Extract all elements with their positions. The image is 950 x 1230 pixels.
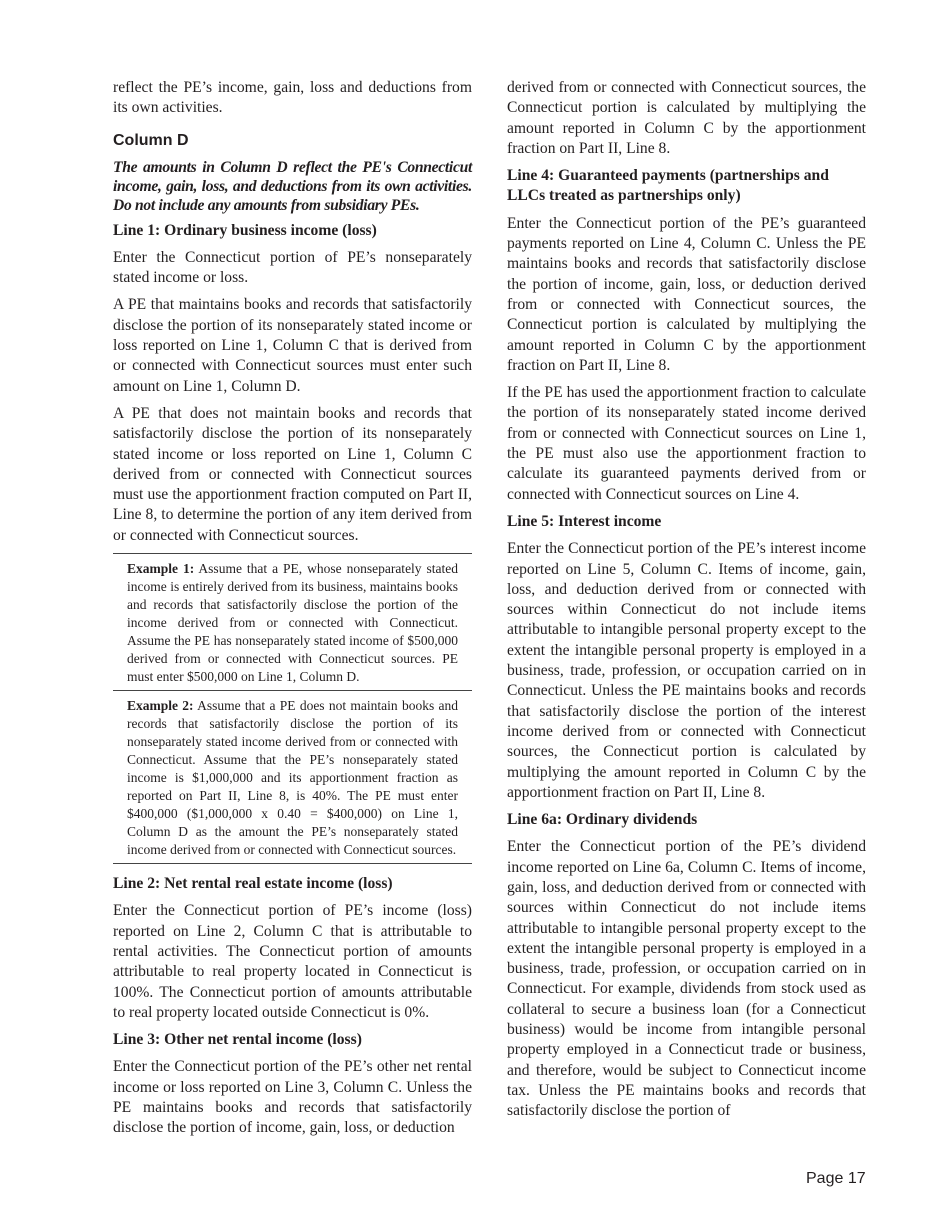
- line3-paragraph: Enter the Connecticut portion of the PE’s other net rental income or loss reported on Line 3, Column C. Unless the PE maintains books and records that satisfactorily disclose the portion of income, gain, loss, or deduction: [113, 1058, 472, 1137]
- example-1-label: Example 1:: [127, 561, 195, 577]
- line1-heading: Line 1: Ordinary business income (loss): [113, 221, 377, 239]
- example-1-box: [113, 553, 472, 690]
- page-number: Page 17: [806, 1170, 866, 1187]
- line3-heading: Line 3: Other net rental income (loss): [113, 1031, 362, 1049]
- line1-paragraph-2: A PE that maintains books and records that satisfactorily disclose the portion of its nonseparately stated income or loss reported on Line 1, Column C that is derived from or connected with Connecticut sources must enter such amount on Line 1, Column D.: [113, 296, 472, 395]
- example-1-text: Assume that a PE, whose nonseparately stated income is entirely derived from its business, maintains books and records that satisfactorily disclose the portion of the income derived from or connected with Connecticut. Assume the PE has nonseparately stated income of $500,000 derived from or connected with Connecticut sources. PE must enter $500,000 on Line 1, Column D.: [127, 561, 459, 685]
- line2-paragraph: Enter the Connecticut portion of PE’s income (loss) reported on Line 2, Column C that is attributable to rental activities. The Connecticut portion of amounts attributable to real property located in Connecticut is 100%. The Connecticut portion of amounts attributable to real property located outside Connecticut is 0%.: [113, 902, 472, 1021]
- paragraph-continuation: derived from or connected with Connecticut sources, the Connecticut portion is calculated by multiplying the amount reported in Column C by the apportionment fraction on Part II, Line 8.: [507, 79, 866, 157]
- line2-heading: Line 2: Net rental real estate income (loss): [113, 875, 393, 893]
- line4-heading: Line 4: Guaranteed payments (partnerships and LLCs treated as partnerships only): [507, 167, 829, 205]
- line5-paragraph: Enter the Connecticut portion of the PE’s interest income reported on Line 5, Column C. Items of income, gain, loss, and deduction derived from or connected with sources within Connecticut do not include items attributable to intangible personal property except to the extent the intangible personal property is employed in a business, trade, profession, or occupation carried on in Connecticut. Unless the PE maintains books and records that satisfactorily disclose the portion of the interest income derived from or connected with Connecticut sources, the Connecticut portion is calculated by multiplying the amount reported in Column C by the apportionment fraction on Part II, Line 8.: [507, 540, 866, 801]
- line4-paragraph-2: If the PE has used the apportionment fraction to calculate the portion of its nonseparately stated income derived from or connected with Connecticut sources on Line 1, the PE must also use the apportionment fraction to calculate its guaranteed payments derived from or connected with Connecticut sources on Line 4.: [507, 384, 866, 503]
- line6a-paragraph: Enter the Connecticut portion of the PE’s dividend income reported on Line 6a, Column C. Items of income, gain, loss, and deduction derived from or connected with sources within Connecticut do not include items attributable to intangible personal property except to the extent the intangible personal property is employed in a business, trade, profession, or occupation carried on in Connecticut. For example, dividends from stock used as collateral to secure a business loan (for a Connecticut business) would be income from intangible personal property employed in a Connecticut trade or business, and therefore, would be subject to Connecticut income tax. Unless the PE maintains books and records that satisfactorily disclose the portion of: [507, 838, 866, 1120]
- line5-heading: Line 5: Interest income: [507, 512, 662, 530]
- column-d-heading: Column D: [113, 131, 189, 149]
- example-2-label: Example 2:: [127, 698, 194, 714]
- example-2-box: [113, 690, 472, 864]
- line6a-heading: Line 6a: Ordinary dividends: [507, 811, 698, 829]
- example-2-text: Assume that a PE does not maintain books and records that satisfactorily disclose the portion of its nonseparately stated income derived from or connected with Connecticut. Assume that the PE’s nonseparately stated income is $1,000,000 and its apportionment fraction as reported on Part II, Line 8, is 40%. The PE must enter $400,000 ($1,000,000 x 0.40 = $400,000) on Line 1, Column D as the amount the PE’s nonseparately stated income derived from or connected with Connecticut sources.: [127, 698, 458, 858]
- line1-paragraph-1: Enter the Connecticut portion of PE’s nonseparately stated income or loss.: [113, 248, 472, 287]
- left-column: [113, 78, 472, 1146]
- right-column: [507, 78, 866, 1129]
- column-d-intro: The amounts in Column D reflect the PE's Connecticut income, gain, loss, and deductions from its own activities. Do not include any amounts from subsidiary PEs.: [113, 158, 472, 214]
- line1-paragraph-3: A PE that does not maintain books and records that satisfactorily disclose the portion of its nonseparately stated income or loss reported on Line 1, Column C derived from or connected with Connecticut sources must use the apportionment fraction computed on Part II, Line 8, to determine the portion of any item derived from or connected with Connecticut sources.: [113, 404, 472, 544]
- line4-paragraph-1: Enter the Connecticut portion of the PE’s guaranteed payments reported on Line 4, Column C. Unless the PE maintains books and records that satisfactorily disclose the portion of income, gain, loss, or deduction derived from or connected with Connecticut sources, the Connecticut portion is calculated by multiplying the amount reported in Column C by the apportionment fraction on Part II, Line 8.: [507, 214, 866, 374]
- paragraph-continuation: reflect the PE’s income, gain, loss and deductions from its own activities.: [113, 79, 472, 117]
